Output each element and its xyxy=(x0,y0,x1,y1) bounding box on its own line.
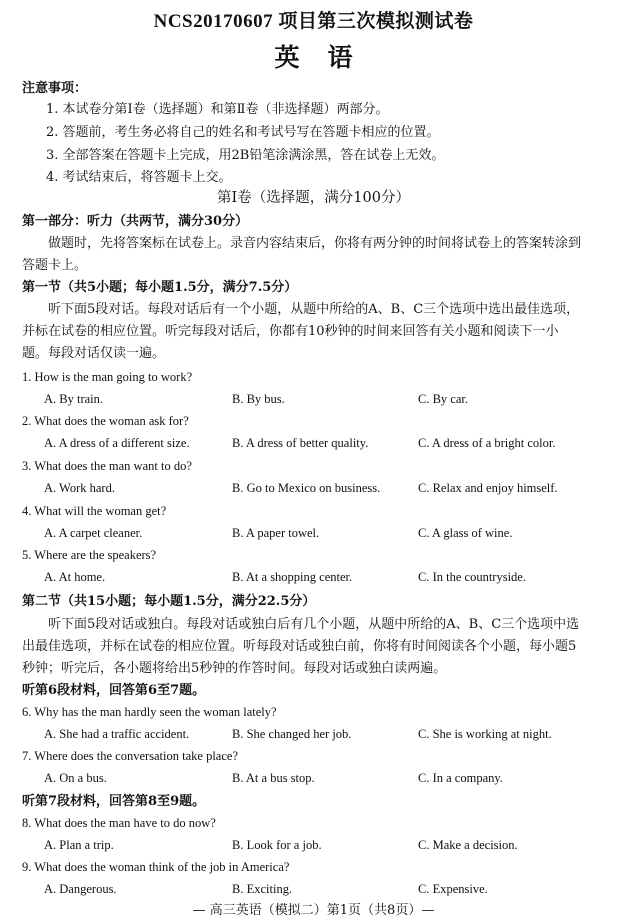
section1-instruction: 听下面5段对话。每段对话后有一个小题，从题中所给的A、B、C三个选项中选出最佳选项， xyxy=(48,302,580,317)
notice-item: 4. 考试结束后，将答题卡上交。 xyxy=(46,170,232,185)
section1-title: 第一节（共5小题；每小题1.5分，满分7.5分） xyxy=(22,280,298,295)
option-a: A. She had a traffic accident. xyxy=(44,727,190,741)
question-stem: 4. What will the woman get? xyxy=(22,504,167,518)
option-a: A. Dangerous. xyxy=(44,882,117,896)
notice-item: 1. 本试卷分第Ⅰ卷（选择题）和第Ⅱ卷（非选择题）两部分。 xyxy=(46,102,389,117)
question-stem: 8. What does the man have to do now? xyxy=(22,816,216,830)
question-stem: 5. Where are the speakers? xyxy=(22,548,157,562)
option-a: A. Plan a trip. xyxy=(44,838,114,852)
option-c: C. A glass of wine. xyxy=(418,526,513,540)
option-c: C. Make a decision. xyxy=(418,838,518,852)
option-c: C. In the countryside. xyxy=(418,570,526,584)
notice-item: 3. 全部答案在答题卡上完成，用2B铅笔涂满涂黑，答在试卷上无效。 xyxy=(46,148,445,163)
notice-heading: 注意事项： xyxy=(22,81,88,96)
option-b: B. Go to Mexico on business. xyxy=(232,481,381,495)
option-a: A. A dress of a different size. xyxy=(44,436,190,450)
exam-title: NCS20170607 项目第三次模拟测试卷 xyxy=(153,11,474,32)
material-heading: 听第6段材料，回答第6至7题。 xyxy=(22,683,206,698)
option-b: B. At a shopping center. xyxy=(232,570,353,584)
page-footer: — 高三英语（模拟二）第1页（共8页）— xyxy=(192,903,435,918)
question-stem: 3. What does the man want to do? xyxy=(22,459,192,473)
section2-instruction: 出最佳选项，并标在试卷的相应位置。听每段对话或独白前，你将有时间阅读各个小题，每小题5 xyxy=(22,639,577,654)
option-b: B. At a bus stop. xyxy=(232,771,315,785)
option-c: C. A dress of a bright color. xyxy=(418,436,556,450)
material-heading: 听第7段材料，回答第8至9题。 xyxy=(22,794,206,809)
volume1-title: 第Ⅰ卷（选择题，满分100分） xyxy=(217,190,410,206)
section1-instruction: 题。每段对话仅读一遍。 xyxy=(22,346,166,361)
part1-title: 第一部分：听力（共两节，满分30分） xyxy=(22,214,249,229)
option-b: B. A paper towel. xyxy=(232,526,320,540)
question-stem: 2. What does the woman ask for? xyxy=(22,414,189,428)
option-c: C. Relax and enjoy himself. xyxy=(418,481,558,495)
option-a: A. A carpet cleaner. xyxy=(44,526,143,540)
question-stem: 7. Where does the conversation take place? xyxy=(22,749,238,763)
option-a: A. On a bus. xyxy=(44,771,107,785)
option-c: C. By car. xyxy=(418,392,468,406)
option-c: C. She is working at night. xyxy=(418,727,552,741)
part1-instruction: 做题时，先将答案标在试卷上。录音内容结束后，你将有两分钟的时间将试卷上的答案转涂到 xyxy=(48,236,582,251)
part1-instruction: 答题卡上。 xyxy=(22,258,88,273)
option-c: C. In a company. xyxy=(418,771,503,785)
section2-title: 第二节（共15小题；每小题1.5分，满分22.5分） xyxy=(22,594,316,609)
option-a: A. By train. xyxy=(44,392,104,406)
subject-title: 英语 xyxy=(274,45,381,72)
option-c: C. Expensive. xyxy=(418,882,488,896)
section2-instruction: 听下面5段对话或独白。每段对话或独白后有几个小题，从题中所给的A、B、C三个选项中选 xyxy=(48,617,580,632)
option-b: B. Look for a job. xyxy=(232,838,322,852)
notice-item: 2. 答题前，考生务必将自己的姓名和考试号写在答题卡相应的位置。 xyxy=(46,125,440,140)
option-b: B. A dress of better quality. xyxy=(232,436,369,450)
option-a: A. At home. xyxy=(44,570,106,584)
question-stem: 1. How is the man going to work? xyxy=(22,370,193,384)
option-b: B. By bus. xyxy=(232,392,285,406)
section2-instruction: 秒钟；听完后，各小题将给出5秒钟的作答时间。每段对话或独白读两遍。 xyxy=(22,661,447,676)
question-stem: 6. Why has the man hardly seen the woman lately? xyxy=(22,705,277,719)
option-b: B. She changed her job. xyxy=(232,727,352,741)
option-a: A. Work hard. xyxy=(44,481,115,495)
question-stem: 9. What does the woman think of the job in America? xyxy=(22,860,290,874)
section1-instruction: 并标在试卷的相应位置。听完每段对话后，你都有10秒钟的时间来回答有关小题和阅读下一小 xyxy=(22,324,559,339)
option-b: B. Exciting. xyxy=(232,882,293,896)
